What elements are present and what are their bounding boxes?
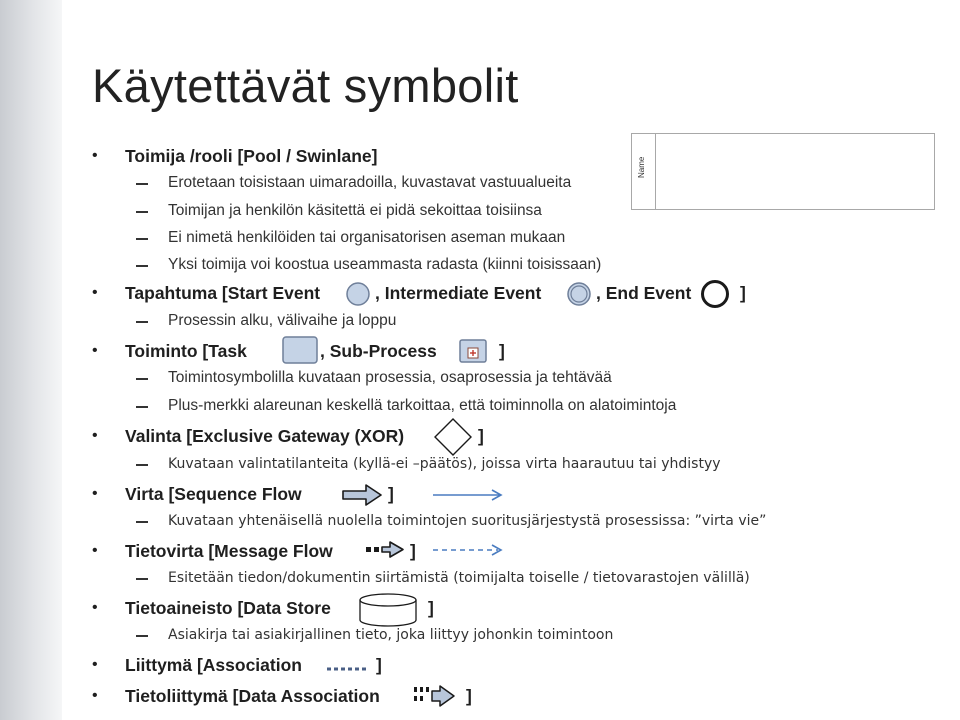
dash: [136, 635, 148, 637]
bullet-association-text-1: Liittymä [Association: [125, 655, 302, 675]
data-association-icon: [412, 683, 460, 714]
bullet-dot: •: [92, 284, 98, 301]
bullet-gateway-text-2: ]: [478, 426, 484, 446]
sub-bullet-text: Toimijan ja henkilön käsitettä ei pidä sekoittaa toisiinsa: [168, 202, 542, 219]
sub-bullet-text: Toimintosymbolilla kuvataan prosessia, osaprosessia ja tehtävää: [168, 369, 612, 386]
bullet-message-flow-text-1: Tietovirta [Message Flow: [125, 541, 333, 561]
message-flow-tool-icon: [364, 539, 406, 566]
bullet-sequence-flow-text-1: Virta [Sequence Flow: [125, 484, 302, 504]
bullet-events-text-1: Tapahtuma [Start Event: [125, 283, 321, 303]
sub-bullet-text: Yksi toimija voi koostua useammasta radasta (kiinni toisissaan): [168, 256, 602, 273]
bullet-data-association-text-2: ]: [466, 686, 472, 706]
task-icon: [282, 336, 318, 369]
dash: [136, 521, 148, 523]
subprocess-icon: [459, 339, 487, 368]
start-event-icon: [345, 281, 371, 312]
bullet-events-text-4: ]: [740, 283, 746, 303]
bullet-data-association-text-1: Tietoliittymä [Data Association: [125, 686, 380, 706]
bullet-events-text-3: , End Event: [596, 283, 692, 303]
bullet-dot: •: [92, 485, 98, 502]
sub-bullet-text: Erotetaan toisistaan uimaradoilla, kuvastavat vastuualueita: [168, 174, 572, 191]
sub-bullet-text: Esitetään tiedon/dokumentin siirtämistä (toimijalta toiselle / tietovarastojen välillä): [168, 570, 750, 586]
bullet-task-text-2: , Sub-Process: [320, 341, 437, 361]
bullet-dot: •: [92, 542, 98, 559]
association-icon: [326, 660, 368, 678]
pool-name-label: Name: [637, 156, 646, 178]
bullet-pool-text: Toimija /rooli [Pool / Swinlane]: [125, 146, 378, 166]
dash: [136, 464, 148, 466]
bullet-task-text-3: ]: [499, 341, 505, 361]
intermediate-event-icon: [566, 281, 592, 312]
dash: [136, 211, 148, 213]
bullet-task-text-1: Toiminto [Task: [125, 341, 247, 361]
sub-bullet-text: Kuvataan yhtenäisellä nuolella toimintojen suoritusjärjestystä prosessissa: ”virta vie”: [168, 513, 767, 529]
slide-title: Käytettävät symbolit: [92, 59, 519, 112]
bullet-dot: •: [92, 599, 98, 616]
dash: [136, 578, 148, 580]
bullet-dot: •: [92, 687, 98, 704]
bullet-gateway-text-1: Valinta [Exclusive Gateway (XOR): [125, 426, 405, 446]
sub-bullet-text: Prosessin alku, välivaihe ja loppu: [168, 312, 397, 329]
dash: [136, 265, 148, 267]
bullet-dot: •: [92, 147, 98, 164]
bullet-dot: •: [92, 427, 98, 444]
bullet-data-store-text-1: Tietoaineisto [Data Store: [125, 598, 331, 618]
bullet-data-store-text-2: ]: [428, 598, 434, 618]
bullet-message-flow-text-2: ]: [410, 541, 416, 561]
pool-lane-header: [632, 134, 656, 209]
bullet-events-text-2: , Intermediate Event: [375, 283, 542, 303]
bullet-dot: •: [92, 342, 98, 359]
dash: [136, 406, 148, 408]
sequence-flow-tool-icon: [340, 482, 384, 513]
dash: [136, 238, 148, 240]
message-flow-arrow-icon: [432, 543, 504, 562]
sub-bullet-text: Plus-merkki alareunan keskellä tarkoittaa, että toiminnolla on alatoimintoja: [168, 397, 677, 414]
dash: [136, 183, 148, 185]
sub-bullet-text: Asiakirja tai asiakirjallinen tieto, joka liittyy johonkin toimintoon: [168, 627, 614, 643]
dash: [136, 378, 148, 380]
end-event-icon: [700, 279, 730, 314]
dash: [136, 321, 148, 323]
sequence-flow-arrow-icon: [432, 488, 504, 507]
pool-swimlane-illustration: [631, 133, 935, 210]
sub-bullet-text: Kuvataan valintatilanteita (kyllä-ei –päätös), joissa virta haarautuu tai yhdistyy: [168, 456, 721, 472]
sub-bullet-text: Ei nimetä henkilöiden tai organisatorisen aseman mukaan: [168, 229, 566, 246]
bullet-sequence-flow-text-2: ]: [388, 484, 394, 504]
slide-sidebar-gradient: [0, 0, 62, 720]
bullet-association-text-2: ]: [376, 655, 382, 675]
bullet-dot: •: [92, 656, 98, 673]
